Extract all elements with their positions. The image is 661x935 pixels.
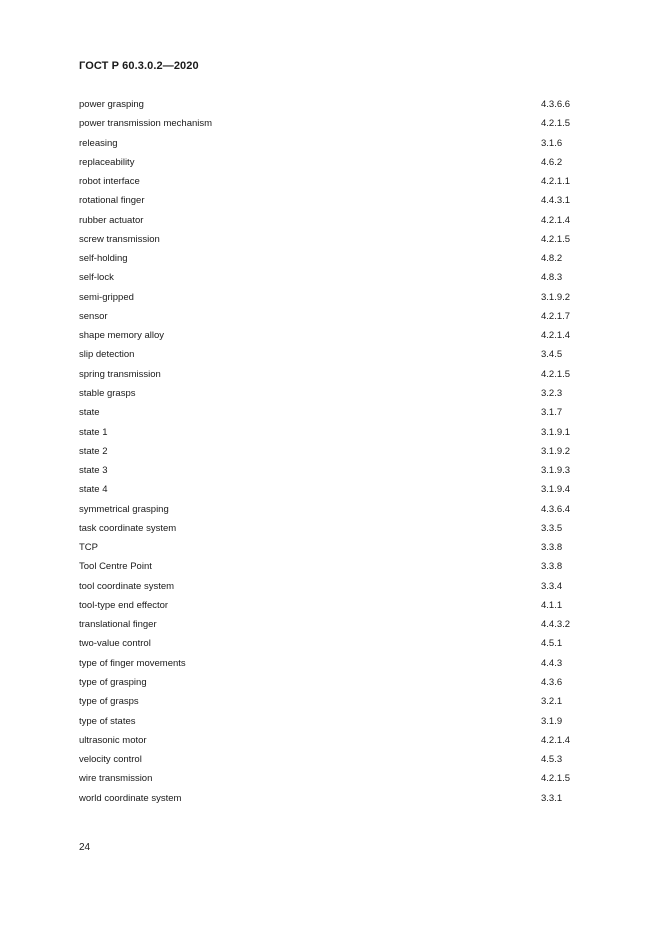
- index-row: [79, 249, 579, 268]
- index-row: [79, 153, 579, 172]
- index-term: translational finger: [79, 619, 157, 631]
- index-ref: 3.1.9.1: [541, 426, 571, 438]
- index-row: [79, 134, 579, 153]
- index-term: shape memory alloy: [79, 330, 165, 342]
- index-ref: 3.1.9.2: [541, 445, 571, 457]
- index-term: two-value control: [79, 638, 151, 650]
- index-ref: 3.4.5: [541, 349, 563, 361]
- index-term: type of states: [79, 715, 136, 727]
- index-term: power transmission mechanism: [79, 118, 213, 130]
- index-ref: 3.3.5: [541, 522, 563, 534]
- index-term: velocity control: [79, 754, 142, 766]
- index-row: [79, 307, 579, 326]
- index-term: world coordinate system: [79, 792, 182, 804]
- index-ref: 3.1.9.3: [541, 465, 571, 477]
- index-ref: 4.2.1.5: [541, 773, 571, 785]
- index-row: [79, 95, 579, 114]
- index-term: task coordinate system: [79, 522, 177, 534]
- index-ref: 4.3.6.6: [541, 99, 571, 110]
- index-row: [79, 692, 579, 711]
- index-row: [79, 480, 579, 499]
- index-ref: 4.6.2: [541, 156, 563, 168]
- index-row: [79, 519, 579, 538]
- index-term: state 3: [79, 465, 108, 477]
- index-row: [79, 769, 579, 788]
- index-term: wire transmission: [79, 773, 153, 785]
- index-term: sensor: [79, 310, 108, 322]
- index-ref: 4.1.1: [541, 599, 563, 611]
- index-term: stable grasps: [79, 387, 136, 399]
- index-term: power grasping: [79, 99, 144, 110]
- index-term: type of grasping: [79, 676, 147, 688]
- index-term: TCP: [79, 542, 98, 554]
- index-term: slip detection: [79, 349, 135, 361]
- index-row: [79, 384, 579, 403]
- index-term: rotational finger: [79, 195, 145, 207]
- index-term: self-lock: [79, 272, 114, 284]
- index-row: [79, 114, 579, 133]
- index-ref: 4.5.1: [541, 638, 563, 650]
- alphabetical-index: [79, 95, 579, 808]
- index-row: [79, 673, 579, 692]
- index-row: [79, 500, 579, 519]
- index-term: ultrasonic motor: [79, 734, 147, 746]
- index-row: [79, 423, 579, 442]
- index-row: [79, 442, 579, 461]
- index-row: [79, 750, 579, 769]
- index-term: spring transmission: [79, 368, 161, 380]
- index-ref: 3.1.6: [541, 137, 563, 149]
- index-term: symmetrical grasping: [79, 503, 169, 515]
- index-row: [79, 461, 579, 480]
- index-term: rubber actuator: [79, 214, 144, 226]
- index-ref: 4.5.3: [541, 754, 563, 766]
- index-row: [79, 345, 579, 364]
- index-ref: 4.4.3: [541, 657, 563, 669]
- index-term: state: [79, 407, 100, 419]
- index-term: tool-type end effector: [79, 599, 169, 611]
- index-ref: 3.2.1: [541, 696, 563, 708]
- index-row: [79, 268, 579, 287]
- index-term: type of grasps: [79, 696, 139, 708]
- index-term: type of finger movements: [79, 657, 186, 669]
- index-term: state 2: [79, 445, 108, 457]
- index-ref: 4.4.3.2: [541, 619, 571, 631]
- index-term: replaceability: [79, 156, 135, 168]
- index-ref: 3.1.9.4: [541, 484, 571, 496]
- index-term: robot interface: [79, 176, 140, 188]
- index-row: [79, 596, 579, 615]
- index-ref: 3.1.7: [541, 407, 563, 419]
- index-row: [79, 365, 579, 384]
- index-ref: 4.4.3.1: [541, 195, 571, 207]
- index-term: screw transmission: [79, 233, 160, 245]
- index-ref: 4.2.1.4: [541, 734, 571, 746]
- index-ref: 4.3.6.4: [541, 503, 571, 515]
- index-ref: 4.2.1.4: [541, 330, 571, 342]
- index-ref: 4.2.1.1: [541, 176, 571, 188]
- index-term: self-holding: [79, 253, 128, 265]
- index-row: [79, 634, 579, 653]
- index-row: [79, 731, 579, 750]
- index-term: state 1: [79, 426, 108, 438]
- index-ref: 4.8.2: [541, 253, 563, 265]
- index-ref: 3.1.9: [541, 715, 563, 727]
- index-ref: 4.2.1.4: [541, 214, 571, 226]
- index-row: [79, 712, 579, 731]
- index-term: state 4: [79, 484, 108, 496]
- index-term: releasing: [79, 137, 118, 149]
- index-row: [79, 172, 579, 191]
- index-ref: 4.3.6: [541, 676, 563, 688]
- index-row: [79, 403, 579, 422]
- index-ref: 3.3.8: [541, 561, 563, 573]
- index-ref: 4.2.1.5: [541, 368, 571, 380]
- document-header: ГОСТ Р 60.3.0.2—2020: [79, 60, 199, 72]
- index-ref: 3.3.8: [541, 542, 563, 554]
- index-row: [79, 230, 579, 249]
- index-ref: 3.1.9.2: [541, 291, 571, 303]
- index-row: [79, 288, 579, 307]
- index-term: Tool Centre Point: [79, 561, 152, 573]
- index-term: tool coordinate system: [79, 580, 175, 592]
- index-row: [79, 211, 579, 230]
- index-ref: 3.3.4: [541, 580, 563, 592]
- index-row: [79, 654, 579, 673]
- index-row: [79, 789, 579, 808]
- index-term: semi-gripped: [79, 291, 134, 303]
- index-row: [79, 538, 579, 557]
- index-ref: 3.3.1: [541, 792, 563, 804]
- index-ref: 4.2.1.7: [541, 310, 571, 322]
- index-row: [79, 191, 579, 210]
- index-row: [79, 615, 579, 634]
- index-ref: 4.8.3: [541, 272, 563, 284]
- page-number: 24: [79, 842, 91, 853]
- index-row: [79, 326, 579, 345]
- index-ref: 4.2.1.5: [541, 118, 571, 130]
- index-row: [79, 557, 579, 576]
- index-ref: 4.2.1.5: [541, 233, 571, 245]
- index-ref: 3.2.3: [541, 387, 563, 399]
- index-row: [79, 577, 579, 596]
